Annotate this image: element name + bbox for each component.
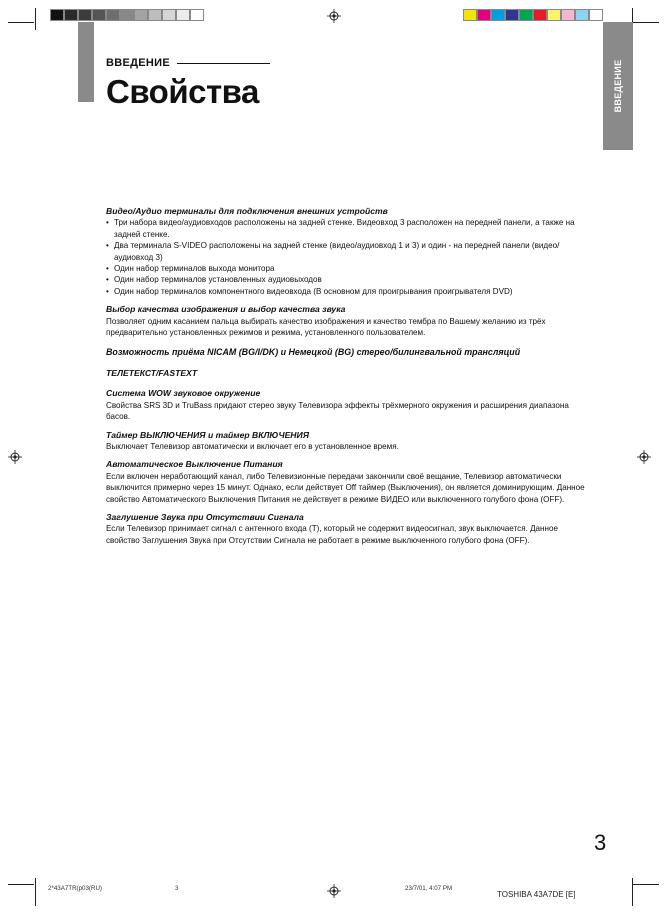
- side-tab: [603, 22, 633, 150]
- header-accent-bar: [78, 22, 94, 102]
- crop-mark: [35, 8, 36, 30]
- color-swatch: [106, 9, 120, 21]
- list-item: • Три набора видео/аудиовходов расположены на задней стенке. Видеовход 3 расположен на передней панели, а также на задней стенке.: [106, 217, 592, 240]
- color-swatch: [50, 9, 64, 21]
- color-swatch: [561, 9, 575, 21]
- registration-mark-icon: [327, 9, 341, 23]
- color-swatch: [190, 9, 204, 21]
- registration-mark-icon: [8, 450, 22, 464]
- section-title: Система WOW звуковое окружение: [106, 388, 261, 399]
- section-text: Выключает Телевизор автоматически и включает его в установленное время.: [106, 441, 399, 451]
- color-swatch: [519, 9, 533, 21]
- section-text: Позволяет одним касанием пальца выбирать качество изображения и качество тембра по Вашему желанию из трёх предварительно установленных режимов и режима, установленного пользователем.: [106, 316, 546, 338]
- section-text: Если Телевизор принимает сигнал с антенного входа (Т), который не содержит видеосигнал, звук выключается. Данное свойство Заглушения Звука при Отсутствии Сигнала не работает в режиме выключенного голубого фона (OFF).: [106, 524, 558, 545]
- section-text: Свойства SRS 3D и TruBass придают стерео звуку Телевизора эффекты трёхмерного окружения и расширения диапазона басов.: [106, 400, 569, 422]
- list-item: • Два терминала S-VIDEO расположены на задней стенке (видео/аудиовход 1 и 3) и один - на передней панели (видео/аудиовход 3): [106, 240, 592, 263]
- section-rule: [177, 63, 270, 64]
- color-swatch: [491, 9, 505, 21]
- side-tab-label: ВВЕДЕНИЕ: [613, 59, 623, 113]
- list-item: • Один набор терминалов компонентного видеовхода (В основном для проигрывания проигрывателя DVD): [106, 286, 592, 297]
- section-title: Выбор качества изображения и выбор качества звука: [106, 304, 346, 315]
- color-swatch: [176, 9, 190, 21]
- color-swatch: [120, 9, 134, 21]
- section-title: Возможность приёма NICAM (BG/I/DK) и Немецкой (BG) стерео/билингвальной трансляций: [106, 347, 521, 358]
- section-text: Если включен неработающий канал, либо Телевизионные передачи закончили своё вещание, Телевизор автоматически выключится примерно через 15 минут. Однако, если действует Off таймер (Выключения), он является доминирующим. Данное свойство Автоматического Выключения Питания не действует в режиме ВИДЕО или выключенного голубого фона (OFF).: [106, 471, 585, 504]
- color-swatch: [477, 9, 491, 21]
- section-title: ТЕЛЕТЕКСТ/FASTEXT: [106, 367, 198, 378]
- section-title: Видео/Аудио терминалы для подключения внешних устройств: [106, 206, 388, 216]
- page-title: Свойства: [106, 73, 259, 110]
- section-title: Таймер ВЫКЛЮЧЕНИЯ и таймер ВКЛЮЧЕНИЯ: [106, 429, 309, 440]
- list-item: • Один набор терминалов выхода монитора: [106, 263, 592, 274]
- crop-mark: [632, 878, 633, 906]
- registration-mark-icon: [637, 450, 651, 464]
- section-title: Автоматическое Выключение Питания: [106, 459, 283, 470]
- crop-mark: [8, 884, 34, 885]
- color-swatch: [463, 9, 477, 21]
- section-label: ВВЕДЕНИЕ: [106, 57, 170, 69]
- footer-page: 3: [175, 885, 179, 892]
- color-swatch: [505, 9, 519, 21]
- bullet-list: [106, 217, 592, 297]
- crop-mark: [35, 878, 36, 906]
- registration-mark-icon: [327, 884, 341, 898]
- crop-mark: [8, 22, 34, 23]
- color-swatch: [547, 9, 561, 21]
- color-swatch: [575, 9, 589, 21]
- color-swatch: [134, 9, 148, 21]
- color-swatch: [148, 9, 162, 21]
- color-swatch: [64, 9, 78, 21]
- footer-date: 23/7/01, 4:07 PM: [405, 885, 453, 892]
- list-item: • Один набор терминалов установленных аудиовыходов: [106, 274, 592, 285]
- footer-brand: TOSHIBA 43A7DE [E]: [497, 890, 576, 899]
- crop-mark: [633, 22, 659, 23]
- color-swatch: [162, 9, 176, 21]
- color-swatch: [78, 9, 92, 21]
- section-title: Заглушение Звука при Отсутствии Сигнала: [106, 511, 304, 522]
- crop-mark: [633, 884, 659, 885]
- color-swatch: [92, 9, 106, 21]
- page-number: 3: [594, 830, 607, 855]
- color-swatch: [589, 9, 603, 21]
- color-swatch: [533, 9, 547, 21]
- feature-list: [106, 206, 592, 546]
- footer-file: 2*43A7TR(p03(RU): [48, 885, 102, 892]
